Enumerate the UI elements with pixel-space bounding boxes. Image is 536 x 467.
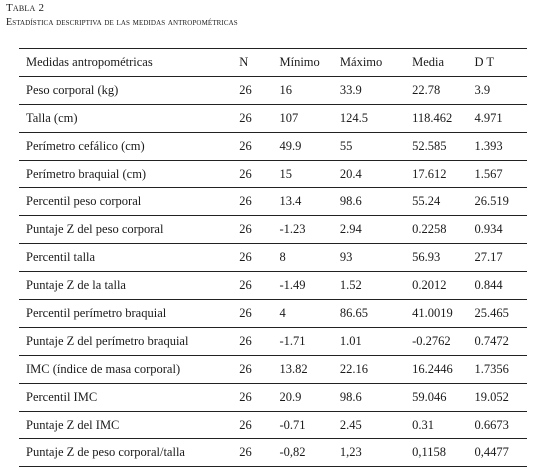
- cell-mean: -0.2762: [412, 327, 474, 355]
- cell-measure: Percentil talla: [19, 244, 239, 272]
- cell-measure: Percentil perímetro braquial: [19, 300, 239, 328]
- cell-n: 26: [239, 300, 279, 328]
- cell-mean: 59.046: [412, 383, 474, 411]
- cell-measure: Percentil IMC: [19, 383, 239, 411]
- cell-min: -1.23: [280, 216, 340, 244]
- cell-n: 26: [239, 272, 279, 300]
- cell-min: -0,82: [280, 439, 340, 467]
- cell-sd: 0,4477: [474, 439, 527, 467]
- table-title: Estadística descriptiva de las medidas antropométricas: [6, 17, 238, 28]
- table-body: [19, 76, 527, 466]
- cell-max: 55: [340, 132, 412, 160]
- cell-min: 16: [280, 76, 340, 104]
- cell-min: 13.82: [280, 355, 340, 383]
- cell-sd: 0.934: [474, 216, 527, 244]
- cell-n: 26: [239, 216, 279, 244]
- header-n: N: [239, 49, 279, 77]
- cell-measure: Perímetro braquial (cm): [19, 160, 239, 188]
- cell-sd: 3.9: [474, 76, 527, 104]
- cell-mean: 56.93: [412, 244, 474, 272]
- cell-max: 124.5: [340, 104, 412, 132]
- cell-max: 20.4: [340, 160, 412, 188]
- table-row: [19, 76, 527, 104]
- cell-max: 98.6: [340, 383, 412, 411]
- cell-max: 98.6: [340, 188, 412, 216]
- table-row: [19, 244, 527, 272]
- cell-max: 22.16: [340, 355, 412, 383]
- header-mean: Media: [412, 49, 474, 77]
- cell-n: 26: [239, 132, 279, 160]
- table-row: [19, 383, 527, 411]
- cell-mean: 0.2258: [412, 216, 474, 244]
- cell-measure: Percentil peso corporal: [19, 188, 239, 216]
- cell-sd: 0.7472: [474, 327, 527, 355]
- cell-min: 13.4: [280, 188, 340, 216]
- cell-measure: IMC (índice de masa corporal): [19, 355, 239, 383]
- cell-n: 26: [239, 411, 279, 439]
- table-row: [19, 132, 527, 160]
- table-row: [19, 355, 527, 383]
- table-row: [19, 104, 527, 132]
- header-sd: D T: [474, 49, 527, 77]
- cell-min: -0.71: [280, 411, 340, 439]
- cell-max: 33.9: [340, 76, 412, 104]
- cell-sd: 26.519: [474, 188, 527, 216]
- cell-mean: 118.462: [412, 104, 474, 132]
- cell-max: 1.01: [340, 327, 412, 355]
- cell-max: 86.65: [340, 300, 412, 328]
- cell-n: 26: [239, 188, 279, 216]
- cell-sd: 25.465: [474, 300, 527, 328]
- cell-measure: Peso corporal (kg): [19, 76, 239, 104]
- cell-max: 2.94: [340, 216, 412, 244]
- cell-n: 26: [239, 104, 279, 132]
- table-row: [19, 188, 527, 216]
- cell-mean: 41.0019: [412, 300, 474, 328]
- cell-max: 93: [340, 244, 412, 272]
- cell-mean: 17.612: [412, 160, 474, 188]
- table-number: Tabla 2: [6, 2, 45, 14]
- cell-measure: Perímetro cefálico (cm): [19, 132, 239, 160]
- cell-mean: 0.31: [412, 411, 474, 439]
- cell-measure: Puntaje Z del IMC: [19, 411, 239, 439]
- cell-mean: 52.585: [412, 132, 474, 160]
- cell-n: 26: [239, 160, 279, 188]
- cell-min: -1.49: [280, 272, 340, 300]
- cell-sd: 19.052: [474, 383, 527, 411]
- cell-sd: 0.844: [474, 272, 527, 300]
- cell-mean: 0,1158: [412, 439, 474, 467]
- cell-mean: 55.24: [412, 188, 474, 216]
- cell-sd: 1.393: [474, 132, 527, 160]
- cell-sd: 1.567: [474, 160, 527, 188]
- cell-mean: 16.2446: [412, 355, 474, 383]
- cell-measure: Puntaje Z del perímetro braquial: [19, 327, 239, 355]
- cell-min: 8: [280, 244, 340, 272]
- cell-sd: 1.7356: [474, 355, 527, 383]
- cell-measure: Puntaje Z de la talla: [19, 272, 239, 300]
- header-measure: Medidas antropométricas: [19, 49, 239, 77]
- table-row: [19, 300, 527, 328]
- table-header: [19, 49, 527, 77]
- header-min: Mínimo: [280, 49, 340, 77]
- cell-mean: 22.78: [412, 76, 474, 104]
- cell-measure: Talla (cm): [19, 104, 239, 132]
- header-row: [19, 49, 527, 77]
- cell-max: 1.52: [340, 272, 412, 300]
- cell-min: 15: [280, 160, 340, 188]
- cell-mean: 0.2012: [412, 272, 474, 300]
- cell-max: 1,23: [340, 439, 412, 467]
- cell-sd: 0.6673: [474, 411, 527, 439]
- cell-sd: 27.17: [474, 244, 527, 272]
- cell-n: 26: [239, 244, 279, 272]
- cell-min: 49.9: [280, 132, 340, 160]
- table-row: [19, 216, 527, 244]
- table-row: [19, 272, 527, 300]
- table-row: [19, 327, 527, 355]
- table-row: [19, 160, 527, 188]
- cell-min: -1.71: [280, 327, 340, 355]
- table-row: [19, 439, 527, 467]
- cell-min: 107: [280, 104, 340, 132]
- cell-min: 4: [280, 300, 340, 328]
- table-row: [19, 411, 527, 439]
- cell-n: 26: [239, 355, 279, 383]
- cell-sd: 4.971: [474, 104, 527, 132]
- cell-measure: Puntaje Z del peso corporal: [19, 216, 239, 244]
- cell-n: 26: [239, 76, 279, 104]
- cell-n: 26: [239, 327, 279, 355]
- cell-measure: Puntaje Z de peso corporal/talla: [19, 439, 239, 467]
- cell-max: 2.45: [340, 411, 412, 439]
- cell-min: 20.9: [280, 383, 340, 411]
- cell-n: 26: [239, 383, 279, 411]
- cell-n: 26: [239, 439, 279, 467]
- table-caption: [6, 2, 238, 29]
- header-max: Máximo: [340, 49, 412, 77]
- anthropometric-stats-table: [19, 48, 527, 467]
